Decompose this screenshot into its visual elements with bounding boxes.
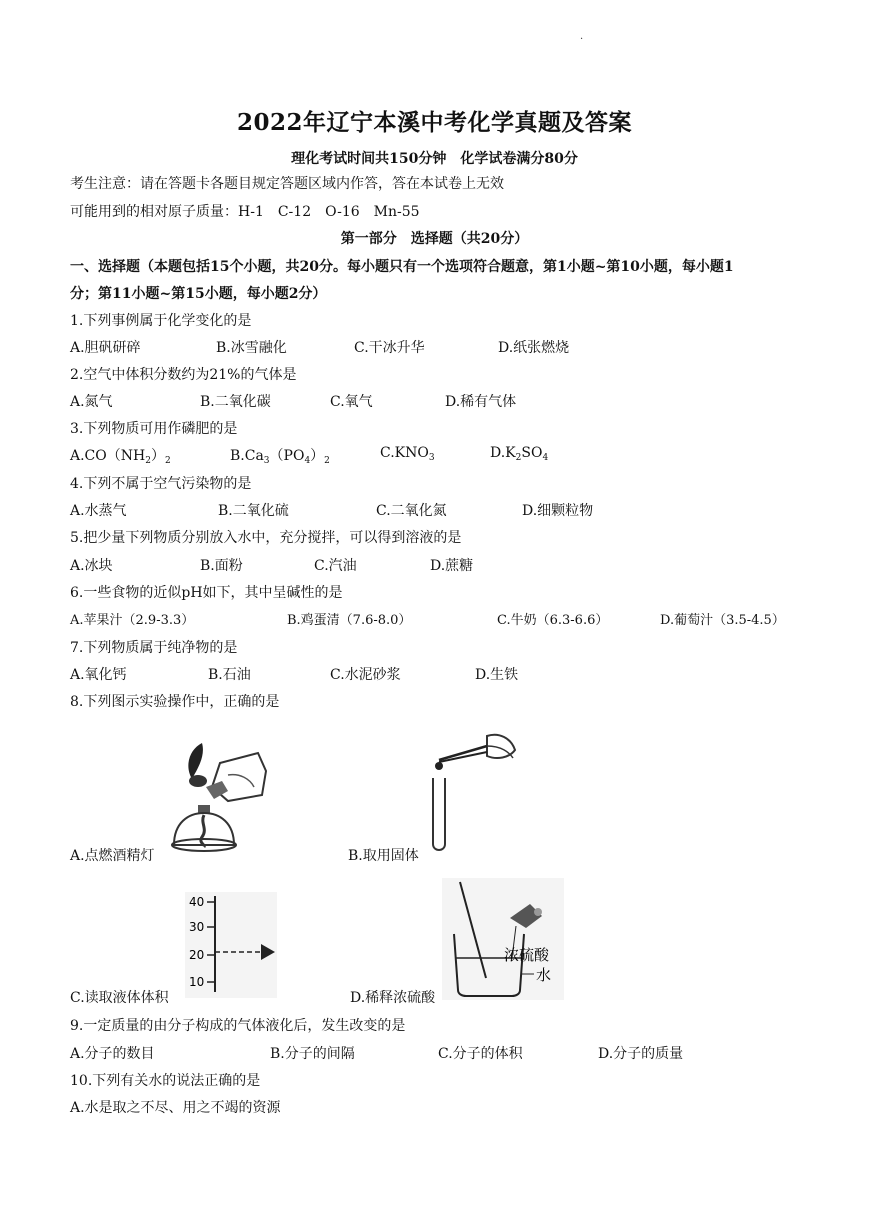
q4-option-c: C.二氧化氮 (376, 503, 447, 519)
question-5-stem: 5.把少量下列物质分别放入水中，充分搅拌，可以得到溶液的是 (70, 530, 462, 546)
q2-option-d: D.稀有气体 (445, 394, 517, 410)
atomic-mass-text: 可能用到的相对原子质量：H-1 C-12 O-16 Mn-55 (70, 204, 420, 220)
q1-option-b: B.冰雪融化 (216, 340, 287, 356)
q1-option-d: D.纸张燃烧 (498, 340, 570, 356)
q3-option-c: $C.KNO_3$ (380, 445, 435, 463)
question-6-stem: 6.一些食物的近似pH如下，其中呈碱性的是 (70, 585, 343, 601)
q5-option-d: D.蔗糖 (430, 558, 474, 574)
question-3-stem: 3.下列物质可用作磷肥的是 (70, 421, 238, 437)
q3-option-b: $B.Ca_3(PO_4)_2$ (230, 448, 330, 466)
q9-option-c: C.分子的体积 (438, 1046, 523, 1062)
q3-option-d: $D.K_2SO_4$ (490, 445, 549, 463)
q6-option-a: A.苹果汁（2.9-3.3） (70, 613, 195, 628)
q1-option-c: C.干冰升华 (354, 340, 425, 356)
dilute-acid-figure (442, 878, 564, 1000)
q4-option-b: B.二氧化硫 (218, 503, 289, 519)
q6-option-d: D.葡萄汁（3.5-4.5） (660, 613, 785, 628)
q2-option-c: C.氧气 (330, 394, 373, 410)
part1-heading: 第一部分 选择题（共20分） (340, 231, 529, 247)
q6-option-b: B.鸡蛋清（7.6-8.0） (287, 613, 412, 628)
graduated-cylinder-figure (185, 892, 277, 998)
q5-option-b: B.面粉 (200, 558, 243, 574)
q9-option-a: A.分子的数目 (70, 1046, 155, 1062)
q5-option-c: C.汽油 (314, 558, 357, 574)
q1-option-a: A.胆矾研碎 (70, 340, 141, 356)
q7-option-a: A.氧化钙 (70, 667, 127, 683)
question-7-stem: 7.下列物质属于纯净物的是 (70, 640, 238, 656)
instructions-line2: 分；第11小题~第15小题，每小题2分） (70, 286, 327, 302)
q8-option-a: A.点燃酒精灯 (70, 848, 155, 864)
q9-option-b: B.分子的间隔 (270, 1046, 355, 1062)
cylinder-tick-10: 10 (189, 975, 205, 989)
q5-option-a: A.冰块 (70, 558, 113, 574)
question-9-stem: 9.一定质量的由分子构成的气体液化后，发生改变的是 (70, 1018, 406, 1034)
q2-option-b: B.二氧化碳 (200, 394, 271, 410)
q8-option-c: C.读取液体体积 (70, 990, 169, 1006)
q9-option-d: D.分子的质量 (598, 1046, 684, 1062)
test-tube-tweezers-figure (425, 728, 525, 856)
question-10-stem: 10.下列有关水的说法正确的是 (70, 1073, 261, 1089)
q7-option-c: C.水泥砂浆 (330, 667, 401, 683)
q2-option-a: A.氮气 (70, 394, 113, 410)
q10-option-a: A.水是取之不尽、用之不竭的资源 (70, 1100, 281, 1116)
cylinder-tick-30: 30 (189, 920, 205, 934)
page-title: 2022年辽宁本溪中考化学真题及答案 (236, 109, 632, 136)
q6-option-c: C.牛奶（6.3-6.6） (497, 613, 609, 628)
q8-option-d: D.稀释浓硫酸 (350, 990, 436, 1006)
acid-label: 浓硫酸 (504, 946, 550, 964)
cylinder-tick-20: 20 (189, 948, 205, 962)
instructions-line1: 一、选择题（本题包括15个小题，共20分。每小题只有一个选项符合题意，第1小题~第10小题，每小题1 (70, 259, 734, 275)
q8-option-b: B.取用固体 (348, 848, 419, 864)
water-label: 水 (536, 966, 552, 984)
q4-option-d: D.细颗粒物 (522, 503, 594, 519)
question-1-stem: 1.下列事例属于化学变化的是 (70, 313, 252, 329)
notice-text: 考生注意：请在答题卡各题目规定答题区域内作答，答在本试卷上无效 (70, 176, 504, 192)
page-subtitle: 理化考试时间共150分钟 化学试卷满分80分 (291, 151, 578, 167)
q7-option-d: D.生铁 (475, 667, 519, 683)
q4-option-a: A.水蒸气 (70, 503, 127, 519)
question-2-stem: 2.空气中体积分数约为21%的气体是 (70, 367, 297, 383)
page-dot: · (580, 34, 584, 45)
question-4-stem: 4.下列不属于空气污染物的是 (70, 476, 252, 492)
alcohol-lamp-figure (162, 735, 272, 857)
question-8-stem: 8.下列图示实验操作中，正确的是 (70, 694, 280, 710)
q3-option-a: $A.CO(NH_2)_2$ (70, 448, 171, 466)
cylinder-tick-40: 40 (189, 895, 205, 909)
q7-option-b: B.石油 (208, 667, 251, 683)
